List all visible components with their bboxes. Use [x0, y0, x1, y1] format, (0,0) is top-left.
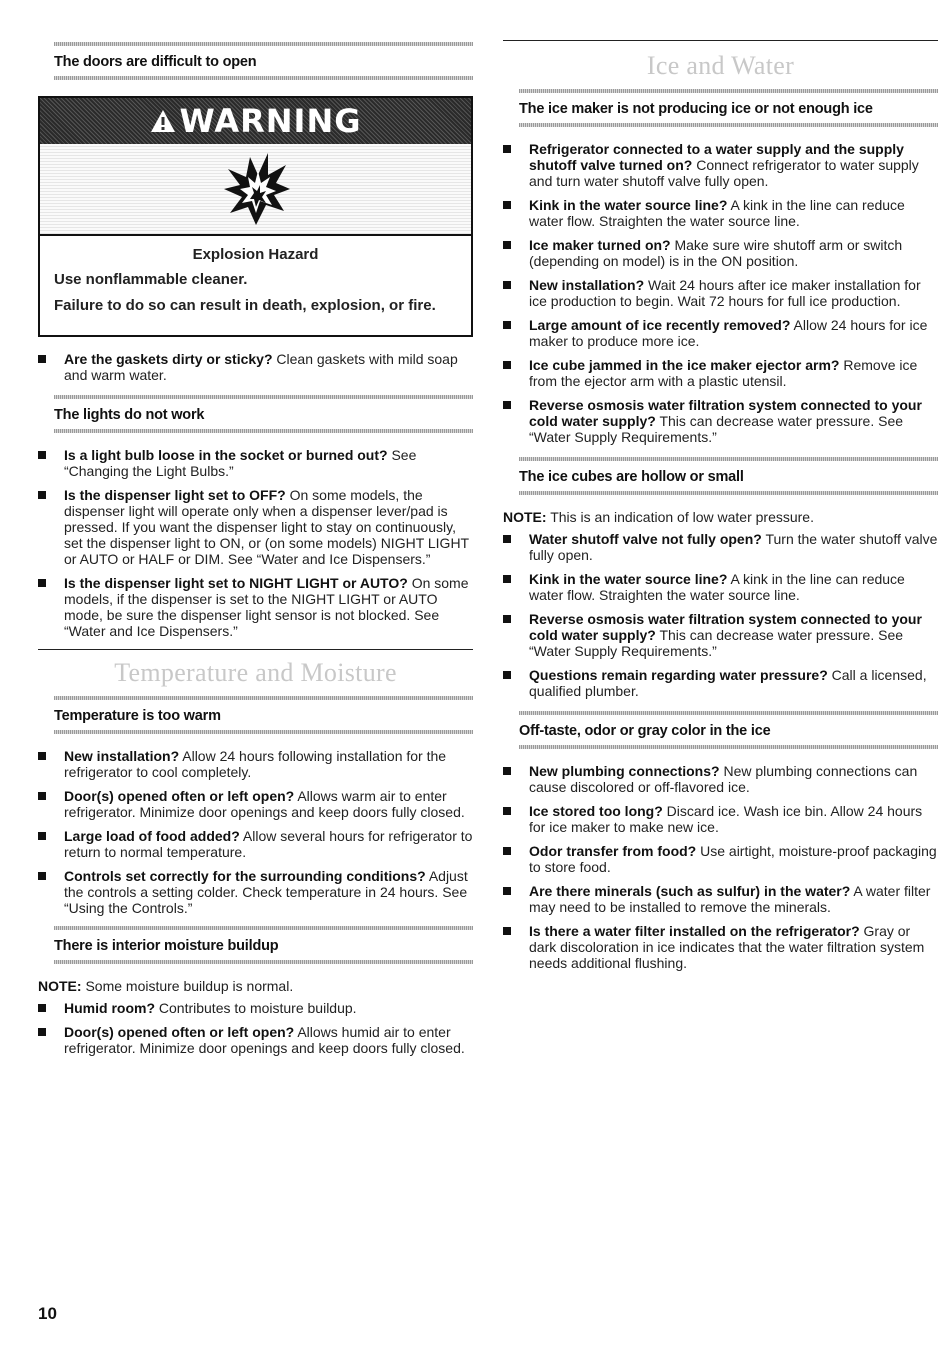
item-answer: Wait 24 hours after ice maker installation for ice production to begin. Wait 72 hours for full ice production.	[529, 277, 921, 309]
list-item	[503, 803, 938, 835]
item-answer: See “Changing the Light Bulbs.”	[64, 447, 417, 479]
list-item	[503, 317, 938, 349]
item-question: Are the gaskets dirty or sticky?	[64, 351, 273, 367]
item-answer: Allows humid air to enter refrigerator. Minimize door openings and keep doors fully closed.	[64, 1024, 465, 1056]
item-answer: A kink in the line can reduce water flow. Straighten the water source line.	[529, 571, 905, 603]
subheading-text: The ice maker is not producing ice or not enough ice	[519, 101, 873, 117]
item-answer: Contributes to moisture buildup.	[155, 1000, 357, 1016]
item-question: New installation?	[64, 748, 180, 764]
bullet-icon	[38, 1028, 46, 1036]
bullet-icon	[503, 401, 511, 409]
bullet-icon	[38, 752, 46, 760]
item-question: Door(s) opened often or left open?	[64, 788, 295, 804]
note	[503, 509, 938, 525]
item-question: Humid room?	[64, 1000, 155, 1016]
subheading-text: Temperature is too warm	[54, 708, 221, 724]
item-question: Ice cube jammed in the ice maker ejector arm?	[529, 357, 840, 373]
item-answer: This can decrease water pressure. See “Water Supply Requirements.”	[529, 413, 904, 445]
item-answer: Clean gaskets with mild soap and warm water.	[64, 351, 458, 383]
item-question: Door(s) opened often or left open?	[64, 1024, 295, 1040]
list-item	[38, 788, 473, 820]
item-question: Refrigerator connected to a water supply and the supply shutoff valve turned on?	[529, 141, 904, 173]
warning-instruction: Use nonflammable cleaner.	[54, 271, 248, 288]
item-answer: This can decrease water pressure. See “Water Supply Requirements.”	[529, 627, 904, 659]
hollow-list	[503, 531, 938, 699]
item-question: Reverse osmosis water filtration system connected to your cold water supply?	[529, 611, 922, 643]
list-item	[38, 351, 473, 383]
item-answer: Allow 24 hours following installation for the refrigerator to cool completely.	[64, 748, 447, 780]
bullet-icon	[503, 241, 511, 249]
warning-hazard-type: Explosion Hazard	[192, 246, 319, 263]
list-item	[503, 531, 938, 563]
item-question: Questions remain regarding water pressure?	[529, 667, 828, 683]
list-item	[38, 828, 473, 860]
bullet-icon	[503, 847, 511, 855]
explosion-icon	[220, 151, 292, 227]
bullet-icon	[503, 145, 511, 153]
section-title-ice: Ice and Water	[503, 40, 938, 87]
list-item	[503, 277, 938, 309]
subheading-text: The ice cubes are hollow or small	[519, 469, 744, 485]
bullet-icon	[38, 872, 46, 880]
item-answer: Turn the water shutoff valve fully open.	[529, 531, 938, 563]
warning-box	[38, 96, 473, 337]
warning-triangle-icon	[150, 109, 176, 133]
item-question: Are there minerals (such as sulfur) in the water?	[529, 883, 851, 899]
bullet-icon	[503, 361, 511, 369]
item-answer: A kink in the line can reduce water flow. Straighten the water source line.	[529, 197, 905, 229]
item-question: Reverse osmosis water filtration system connected to your cold water supply?	[529, 397, 922, 429]
warning-title: WARNING	[179, 102, 362, 140]
doors-list	[38, 351, 473, 383]
bullet-icon	[503, 615, 511, 623]
bullet-icon	[38, 1004, 46, 1012]
bullet-icon	[38, 832, 46, 840]
list-item	[503, 357, 938, 389]
bullet-icon	[503, 575, 511, 583]
warm-list	[38, 748, 473, 916]
item-answer: A water filter may need to be installed to remove the minerals.	[529, 883, 931, 915]
item-question: Odor transfer from food?	[529, 843, 697, 859]
item-answer: Make sure wire shutoff arm or switch (depending on model) is in the ON position.	[529, 237, 903, 269]
item-question: Is a light bulb loose in the socket or burned out?	[64, 447, 388, 463]
list-item	[38, 1024, 473, 1056]
left-column	[38, 40, 473, 1064]
list-item	[38, 1000, 473, 1016]
bullet-icon	[503, 281, 511, 289]
bullet-icon	[38, 451, 46, 459]
not-producing-list	[503, 141, 938, 445]
note-label: NOTE:	[503, 509, 547, 525]
list-item	[503, 923, 938, 971]
list-item	[503, 763, 938, 795]
bullet-icon	[38, 792, 46, 800]
item-answer: Adjust the controls a setting colder. Check temperature in 24 hours. See “Using the Controls.”	[64, 868, 468, 916]
item-answer: New plumbing connections can cause discolored or off-flavored ice.	[529, 763, 918, 795]
note-text: This is an indication of low water pressure.	[546, 509, 814, 525]
subheading-not-producing	[503, 87, 938, 129]
bullet-icon	[503, 807, 511, 815]
subheading-lights	[38, 393, 473, 435]
item-answer: Remove ice from the ejector arm with a plastic utensil.	[529, 357, 918, 389]
item-answer: Call a licensed, qualified plumber.	[529, 667, 927, 699]
item-answer: On some models, if the dispenser is set to the NIGHT LIGHT or AUTO mode, be sure the dispenser light sensor is not blocked. See “Water and Ice Dispensers.”	[64, 575, 469, 639]
right-column	[503, 40, 938, 979]
list-item	[38, 748, 473, 780]
item-question: Controls set correctly for the surrounding conditions?	[64, 868, 426, 884]
item-question: New plumbing connections?	[529, 763, 720, 779]
subheading-text: Off-taste, odor or gray color in the ice	[519, 723, 771, 739]
item-question: Kink in the water source line?	[529, 571, 728, 587]
section-title-temperature: Temperature and Moisture	[38, 649, 473, 694]
item-question: Ice stored too long?	[529, 803, 663, 819]
bullet-icon	[38, 491, 46, 499]
item-question: New installation?	[529, 277, 645, 293]
list-item	[503, 141, 938, 189]
bullet-icon	[38, 579, 46, 587]
subheading-text: The lights do not work	[54, 407, 205, 423]
moisture-list	[38, 1000, 473, 1056]
subheading-warm	[38, 694, 473, 736]
list-item	[503, 571, 938, 603]
list-item	[38, 487, 473, 567]
list-item	[503, 883, 938, 915]
item-question: Large load of food added?	[64, 828, 240, 844]
subheading-text: The doors are difficult to open	[54, 54, 257, 70]
item-answer: Allow several hours for refrigerator to return to normal temperature.	[64, 828, 473, 860]
item-answer: Connect refrigerator to water supply and turn water shutoff valve fully open.	[529, 157, 919, 189]
subheading-text: There is interior moisture buildup	[54, 938, 279, 954]
subheading-hollow	[503, 455, 938, 497]
item-question: Is the dispenser light set to OFF?	[64, 487, 286, 503]
lights-list	[38, 447, 473, 639]
warning-header	[40, 98, 471, 144]
warning-consequence: Failure to do so can result in death, explosion, or fire.	[54, 297, 436, 314]
list-item	[503, 667, 938, 699]
bullet-icon	[503, 321, 511, 329]
bullet-icon	[503, 201, 511, 209]
item-answer: Gray or dark discoloration in ice indicates that the water filtration system needs additional flushing.	[529, 923, 925, 971]
item-answer: On some models, the dispenser light will operate only when a dispenser lever/pad is pressed. If you want the dispenser light to stay on continuously, set the dispenser light to ON, or (on some models) NIGHT LIGHT or AUTO or HALF or DIM. See “Water and Ice Dispensers.”	[64, 487, 469, 567]
item-answer: Discard ice. Wash ice bin. Allow 24 hours for ice maker to make new ice.	[529, 803, 923, 835]
warning-icon-area	[40, 144, 471, 236]
list-item	[38, 447, 473, 479]
note-text: Some moisture buildup is normal.	[81, 978, 294, 994]
item-question: Kink in the water source line?	[529, 197, 728, 213]
bullet-icon	[503, 927, 511, 935]
list-item	[38, 868, 473, 916]
bullet-icon	[38, 355, 46, 363]
item-question: Ice maker turned on?	[529, 237, 671, 253]
bullet-icon	[503, 887, 511, 895]
list-item	[503, 237, 938, 269]
item-question: Large amount of ice recently removed?	[529, 317, 791, 333]
item-question: Is the dispenser light set to NIGHT LIGHT or AUTO?	[64, 575, 408, 591]
bullet-icon	[503, 671, 511, 679]
list-item	[503, 611, 938, 659]
item-answer: Use airtight, moisture-proof packaging to store food.	[529, 843, 937, 875]
offtaste-list	[503, 763, 938, 971]
list-item	[503, 197, 938, 229]
note	[38, 978, 473, 994]
item-question: Water shutoff valve not fully open?	[529, 531, 762, 547]
item-answer: Allow 24 hours for ice maker to produce more ice.	[529, 317, 928, 349]
list-item	[503, 843, 938, 875]
subheading-doors	[38, 40, 473, 82]
subheading-moisture	[38, 924, 473, 966]
subheading-offtaste	[503, 709, 938, 751]
page-number: 10	[38, 1304, 57, 1323]
list-item	[38, 575, 473, 639]
bullet-icon	[503, 535, 511, 543]
note-label: NOTE:	[38, 978, 82, 994]
item-answer: Allows warm air to enter refrigerator. Minimize door openings and keep doors fully closed.	[64, 788, 465, 820]
list-item	[503, 397, 938, 445]
item-question: Is there a water filter installed on the refrigerator?	[529, 923, 860, 939]
bullet-icon	[503, 767, 511, 775]
